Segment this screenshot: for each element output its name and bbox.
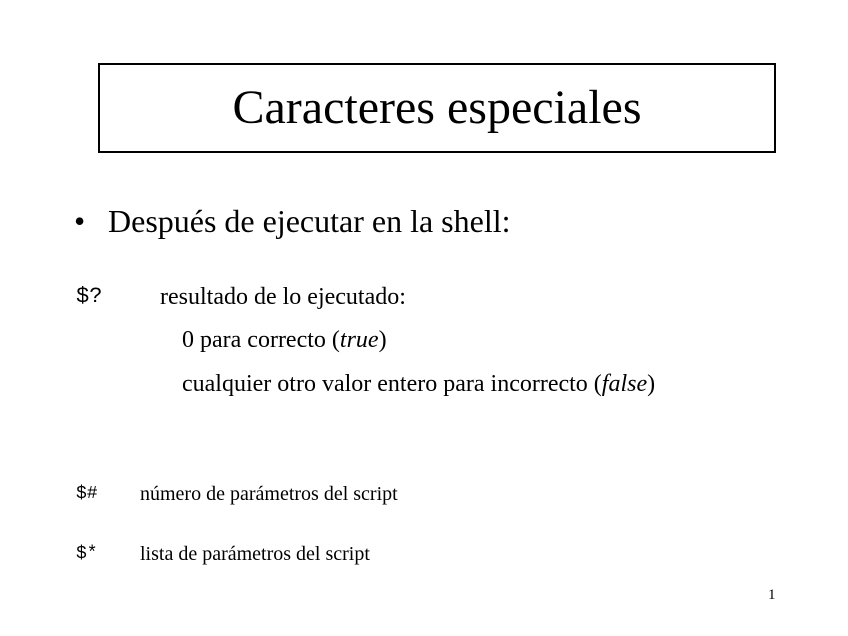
special-char-exit-status: $? <box>76 284 103 309</box>
param-count-description: número de parámetros del script <box>140 483 398 505</box>
slide-title: Caracteres especiales <box>232 81 642 134</box>
false-line-emph: false <box>601 371 648 397</box>
bullet-marker: • <box>74 203 86 239</box>
false-line-suffix: ) <box>647 371 656 397</box>
param-list-description: lista de parámetros del script <box>140 543 370 565</box>
special-char-param-list: $* <box>76 544 98 564</box>
true-line-prefix: 0 para correcto ( <box>182 327 340 353</box>
bullet-text: Después de ejecutar en la shell: <box>108 203 511 239</box>
special-char-param-count: $# <box>76 484 98 504</box>
false-line-prefix: cualquier otro valor entero para incorrecto ( <box>182 371 602 397</box>
exit-status-description: resultado de lo ejecutado: <box>160 284 406 310</box>
exit-status-false-line <box>182 369 655 399</box>
exit-status-true-line <box>182 325 387 355</box>
bullet-point <box>74 202 511 240</box>
slide-title-box <box>98 63 776 153</box>
true-line-emph: true <box>339 327 379 353</box>
page-number: 1 <box>768 587 776 603</box>
true-line-suffix: ) <box>378 327 387 353</box>
